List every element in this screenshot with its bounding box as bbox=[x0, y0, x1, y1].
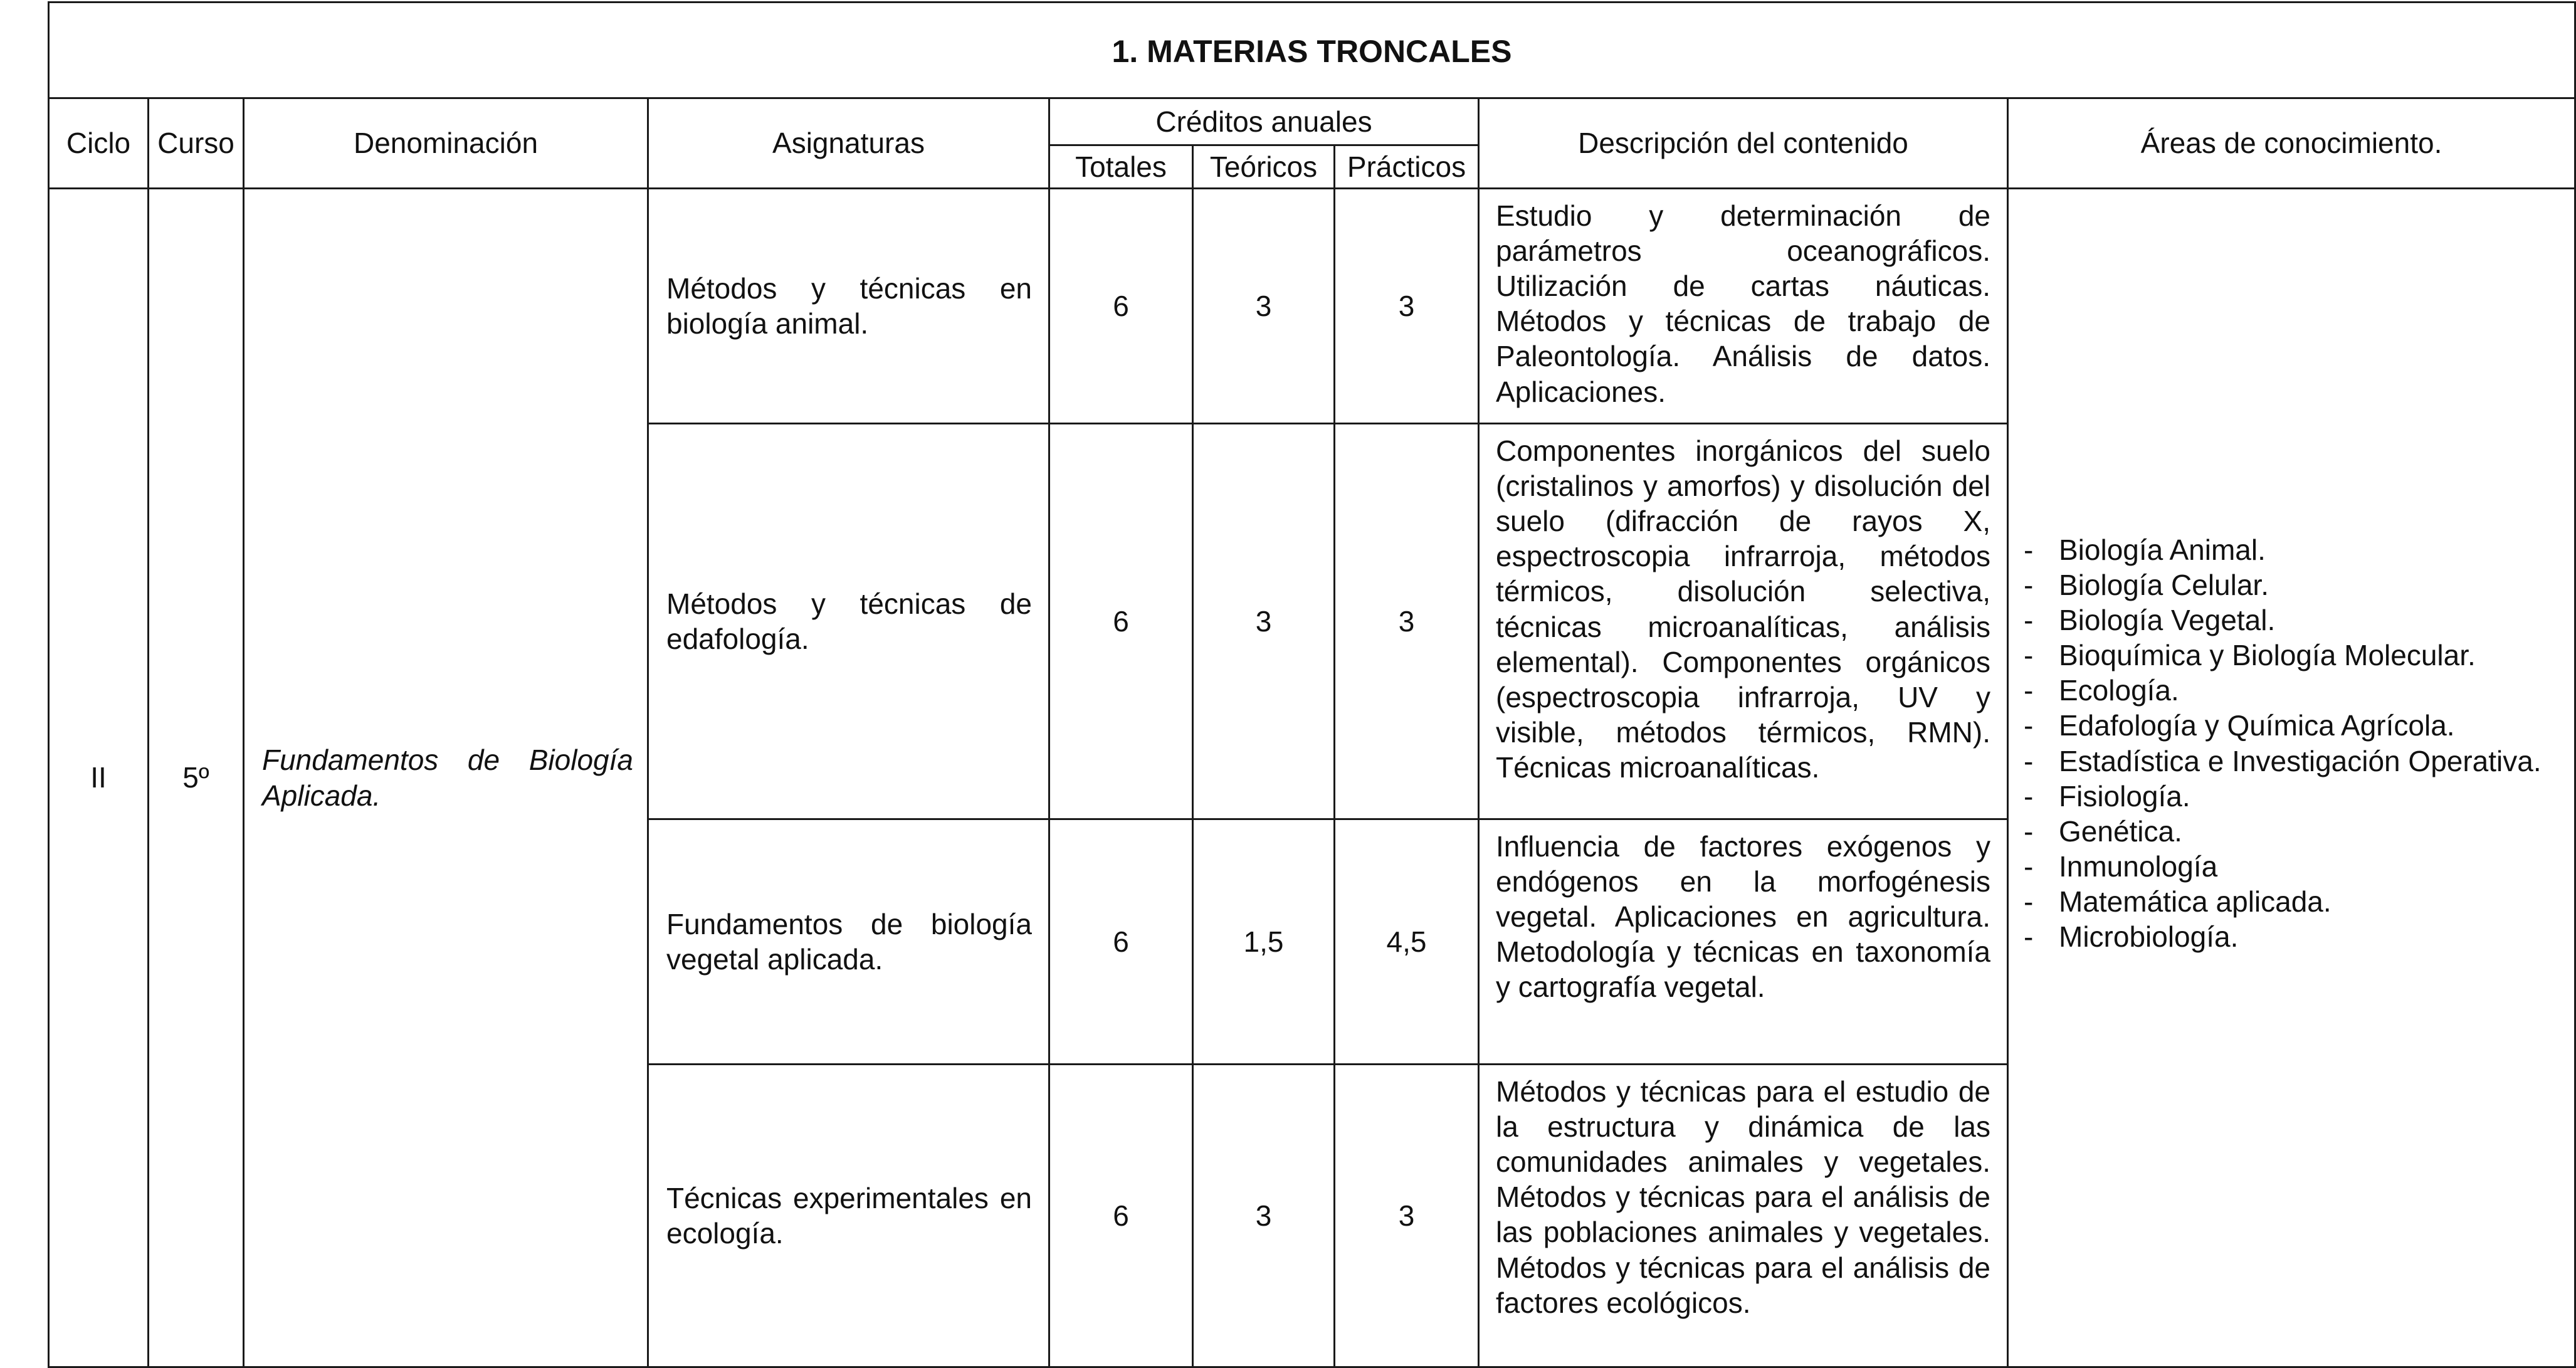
table-row bbox=[49, 189, 2575, 424]
teoricos-cell: 3 bbox=[1193, 424, 1335, 819]
list-item bbox=[2024, 708, 2563, 743]
list-item bbox=[2024, 849, 2563, 884]
practicos-cell: 3 bbox=[1335, 189, 1479, 424]
asignatura-cell bbox=[648, 819, 1049, 1065]
area-label: Fisiología. bbox=[2059, 779, 2190, 813]
totales-cell: 6 bbox=[1049, 424, 1193, 819]
practicos-cell: 3 bbox=[1335, 1065, 1479, 1367]
dash-bullet: - bbox=[2024, 814, 2034, 848]
list-item bbox=[2024, 884, 2563, 919]
descripcion-cell: Métodos y técnicas para el estudio de la estructura y dinámica de las comunidades animales y vegetales. Métodos y técnicas para el análisis de las poblaciones animales y vegetales. Métodos y técnicas para el análisis de factores ecológicos. bbox=[1479, 1065, 2008, 1367]
descripcion-cell: Componentes inorgánicos del suelo (cristalinos y amorfos) y disolución del suelo (difracción de rayos X, espectroscopia infrarroja, métodos térmicos, disolución selectiva, técnicas microanalíticas, análisis elemental). Componentes orgánicos (espectroscopia infrarroja, UV y visible, métodos térmicos, RMN). Técnicas microanalíticas. bbox=[1479, 424, 2008, 819]
header-creditos-anuales: Créditos anuales bbox=[1049, 98, 1479, 145]
denominacion-text: Fundamentos de Biología Aplicada. bbox=[262, 744, 633, 812]
area-label: Biología Vegetal. bbox=[2059, 604, 2276, 637]
totales-cell: 6 bbox=[1049, 189, 1193, 424]
header-ciclo: Ciclo bbox=[49, 98, 149, 189]
area-label: Estadística e Investigación Operativa. bbox=[2059, 744, 2542, 777]
header-row bbox=[49, 98, 2575, 145]
asignatura-text: Técnicas experimentales en ecología. bbox=[666, 1181, 1032, 1250]
header-denominacion: Denominación bbox=[244, 98, 648, 189]
header-practicos: Prácticos bbox=[1335, 145, 1479, 189]
dash-bullet: - bbox=[2024, 920, 2034, 954]
asignatura-cell bbox=[648, 424, 1049, 819]
area-label: Biología Animal. bbox=[2059, 533, 2266, 566]
area-label: Microbiología. bbox=[2059, 920, 2239, 954]
list-item bbox=[2024, 779, 2563, 814]
list-item bbox=[2024, 567, 2563, 602]
document-page bbox=[48, 0, 2576, 1319]
list-item bbox=[2024, 532, 2563, 567]
header-asignaturas: Asignaturas bbox=[648, 98, 1049, 189]
title-row bbox=[49, 3, 2575, 98]
area-label: Ecología. bbox=[2059, 674, 2179, 707]
asignatura-text: Fundamentos de biología vegetal aplicada. bbox=[666, 907, 1032, 976]
asignatura-cell bbox=[648, 189, 1049, 424]
areas-cell bbox=[2008, 189, 2575, 1367]
area-label: Genética. bbox=[2059, 814, 2182, 848]
dash-bullet: - bbox=[2024, 568, 2034, 601]
header-curso: Curso bbox=[149, 98, 244, 189]
header-areas: Áreas de conocimiento. bbox=[2008, 98, 2575, 189]
dash-bullet: - bbox=[2024, 674, 2034, 707]
totales-cell: 6 bbox=[1049, 819, 1193, 1065]
teoricos-cell: 1,5 bbox=[1193, 819, 1335, 1065]
list-item bbox=[2024, 673, 2563, 708]
list-item bbox=[2024, 744, 2563, 779]
area-label: Bioquímica y Biología Molecular. bbox=[2059, 639, 2476, 672]
asignatura-cell bbox=[648, 1065, 1049, 1367]
teoricos-cell: 3 bbox=[1193, 189, 1335, 424]
header-teoricos: Teóricos bbox=[1193, 145, 1335, 189]
dash-bullet: - bbox=[2024, 850, 2034, 883]
dash-bullet: - bbox=[2024, 533, 2034, 566]
dash-bullet: - bbox=[2024, 779, 2034, 813]
dash-bullet: - bbox=[2024, 639, 2034, 672]
list-item bbox=[2024, 602, 2563, 638]
dash-bullet: - bbox=[2024, 885, 2034, 918]
table-title: 1. MATERIAS TRONCALES bbox=[49, 3, 2575, 98]
asignatura-text: Métodos y técnicas en biología animal. bbox=[666, 271, 1032, 340]
curso-cell: 5º bbox=[149, 189, 244, 1367]
area-label: Inmunología bbox=[2059, 850, 2218, 883]
area-label: Biología Celular. bbox=[2059, 568, 2269, 601]
areas-list bbox=[2024, 532, 2563, 954]
list-item bbox=[2024, 919, 2563, 954]
totales-cell: 6 bbox=[1049, 1065, 1193, 1367]
ciclo-cell: II bbox=[49, 189, 149, 1367]
dash-bullet: - bbox=[2024, 744, 2034, 777]
materias-troncales-table bbox=[48, 1, 2576, 1368]
area-label: Matemática aplicada. bbox=[2059, 885, 2332, 918]
teoricos-cell: 3 bbox=[1193, 1065, 1335, 1367]
practicos-cell: 4,5 bbox=[1335, 819, 1479, 1065]
practicos-cell: 3 bbox=[1335, 424, 1479, 819]
dash-bullet: - bbox=[2024, 604, 2034, 637]
header-descripcion: Descripción del contenido bbox=[1479, 98, 2008, 189]
descripcion-cell: Influencia de factores exógenos y endógenos en la morfogénesis vegetal. Aplicaciones en agricultura. Metodología y técnicas en taxonomía y cartografía vegetal. bbox=[1479, 819, 2008, 1065]
asignatura-text: Métodos y técnicas de edafología. bbox=[666, 587, 1032, 655]
descripcion-cell: Estudio y determinación de parámetros oceanográficos. Utilización de cartas náuticas. Métodos y técnicas de trabajo de Paleontología. Análisis de datos. Aplicaciones. bbox=[1479, 189, 2008, 424]
list-item bbox=[2024, 638, 2563, 673]
header-totales: Totales bbox=[1049, 145, 1193, 189]
dash-bullet: - bbox=[2024, 709, 2034, 742]
area-label: Edafología y Química Agrícola. bbox=[2059, 709, 2455, 742]
denominacion-cell bbox=[244, 189, 648, 1367]
list-item bbox=[2024, 814, 2563, 849]
